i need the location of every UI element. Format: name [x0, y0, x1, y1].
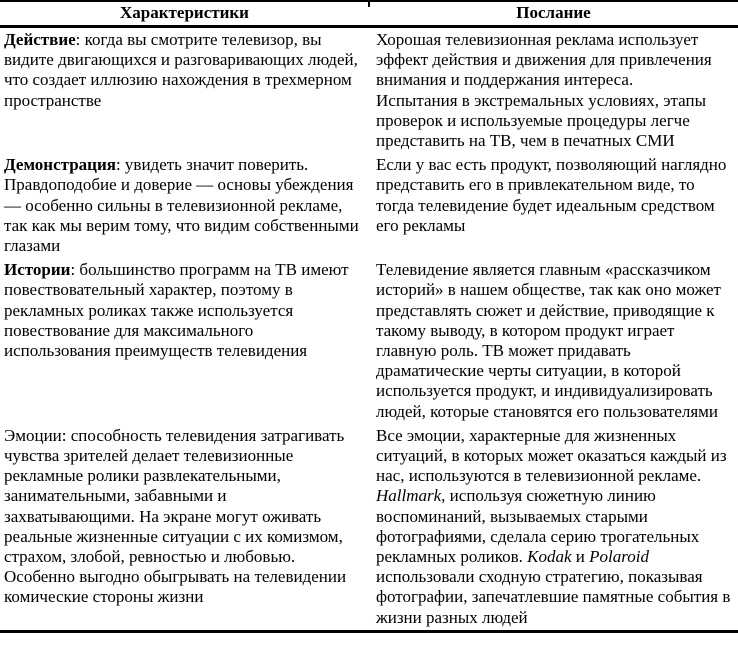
emotions-text-3: и [571, 547, 590, 567]
paragraph-message-demonstration: Если у вас есть продукт, позволяющий наглядно представить его в привлекательном виде, то тогда телевидение будет идеальным средством его рекламы [376, 155, 727, 235]
cell-message-demonstration [369, 153, 738, 258]
header-characteristics: Характеристики [0, 1, 369, 27]
header-message: Послание [369, 1, 738, 27]
term-stories: Истории [4, 260, 71, 280]
paragraph-message-emotions [376, 426, 735, 628]
paragraph-message-action-1: Хорошая телевизионная реклама использует эффект действия и движения для привлечения внимания и поддержания интереса. [376, 30, 712, 90]
paragraph-emotions: Эмоции: способность телевидения затрагивать чувства зрителей делает телевизионные рекламные ролики развлекательными, занимательными, забавными и захватывающими. На экране могут оживать реальные жизненные ситуации с их комизмом, страхом, злобой, ревностью и любовью. Особенно выгодно обыгрывать на телевидении комические стороны жизни [4, 425, 347, 607]
paragraph-message-stories: Телевидение является главным «рассказчиком историй» в нашем обществе, так как оно может представлять сюжет и действие, приводящие к такому выводу, в котором продукт играет главную роль. ТВ может придавать драматические черты ситуации, в которой используется продукт, и индивидуализировать людей, которые становятся его пользователями [376, 260, 721, 421]
paragraph-demonstration [4, 155, 361, 256]
cell-characteristic-action [0, 27, 369, 154]
term-stories-body: : большинство программ на ТВ имеют повествовательный характер, поэтому в рекламных роликах также используется повествование для максимального использования преимуществ телевидения [4, 260, 349, 361]
paragraph-action [4, 30, 361, 111]
term-action: Действие [4, 30, 76, 49]
paragraph-message-action-2: Испытания в экстремальных условиях, этапы проверок и используемые процедуры легче представить на ТВ, чем в печатных СМИ [376, 90, 707, 151]
table-row-demonstration [0, 153, 738, 258]
cell-characteristic-stories [0, 258, 369, 424]
table-row-emotions [0, 424, 738, 632]
cell-characteristic-demonstration [0, 153, 369, 258]
term-action-body: : когда вы смотрите телевизор, вы видите двигающихся и разговаривающих людей, что создает иллюзию нахождения в трехмерном пространстве [4, 30, 358, 110]
emotions-text-2: , используя сюжетную линию воспоминаний, вызываемых старыми фотографиями, сделала серию трогательных рекламных роликов. [376, 486, 700, 567]
table-row-action [0, 27, 738, 154]
brand-polaroid: Polaroid [589, 547, 649, 567]
brand-kodak: Kodak [527, 547, 572, 567]
table-row-stories [0, 258, 738, 424]
brand-hallmark: Hallmark [376, 486, 442, 506]
cell-message-action [369, 27, 738, 154]
cell-characteristic-emotions [0, 424, 369, 632]
term-demonstration-body: : увидеть значит поверить. Правдоподобие и доверие — основы убеждения — особенно сильны в телевизионной рекламе, так как мы верим тому, что видим собственными глазами [4, 155, 359, 256]
term-demonstration: Демонстрация [4, 155, 116, 175]
emotions-text-4: использовали сходную стратегию, показывая фотографии, запечатлевшие памятные события в жизни разных людей [376, 567, 731, 627]
header-column-divider [368, 0, 370, 7]
paragraph-stories [4, 260, 361, 361]
cell-message-emotions [369, 424, 738, 632]
table-body [0, 27, 738, 632]
cell-message-stories [369, 258, 738, 424]
emotions-text-1: Все эмоции, характерные для жизненных ситуаций, в которых может оказаться каждый из нас, используются в телевизионной рекламе. [376, 425, 727, 486]
